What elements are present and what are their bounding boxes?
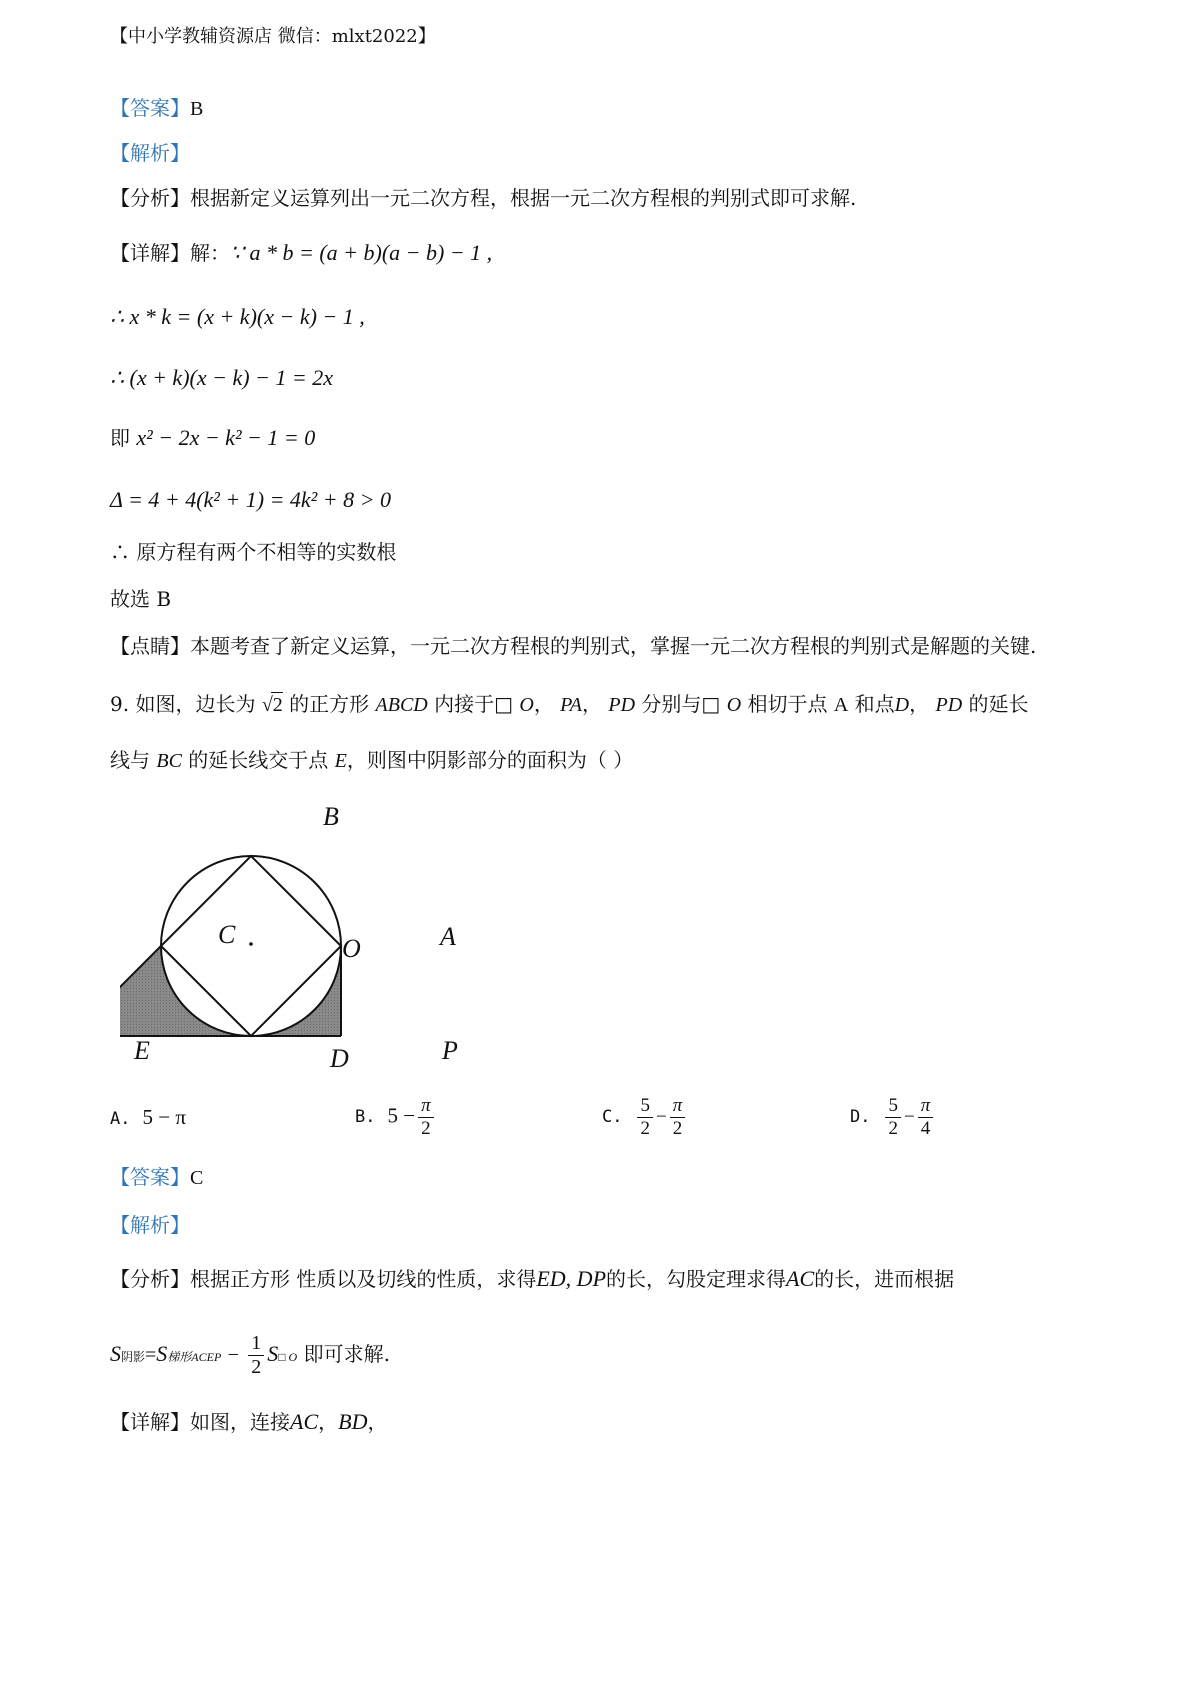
- formula-subscript: □ O: [278, 1350, 298, 1364]
- q8-comment-line: [110, 634, 1036, 658]
- label-b: B: [323, 802, 339, 831]
- analysis-math: AC: [786, 1266, 815, 1291]
- source-header: 【中小学教辅资源店 微信：mlxt2022】: [110, 26, 436, 47]
- denominator: 2: [640, 1117, 650, 1139]
- numerator: 5: [637, 1095, 653, 1118]
- detail-title: 【详解】: [110, 1410, 190, 1434]
- stem-text: 内接于□: [434, 692, 513, 716]
- stem-text: 分别与□: [641, 692, 721, 716]
- detail-text: 如图，连接: [190, 1410, 290, 1434]
- stem-text: 线与: [110, 748, 150, 772]
- analysis-text: 的长，勾股定理求得: [606, 1267, 787, 1291]
- answer-value: C: [190, 1167, 204, 1189]
- equals-sign: =: [145, 1344, 157, 1366]
- q9-detail-line: [110, 1409, 387, 1435]
- option-fraction: [885, 1095, 901, 1140]
- stem-text: 相切于点: [747, 692, 828, 716]
- formula-subscript: 梯形ACEP: [167, 1350, 222, 1364]
- stem-math: PD: [608, 694, 636, 716]
- label-c: C: [218, 920, 236, 949]
- q9-stem-line1: [110, 692, 1029, 717]
- numerator: π: [418, 1095, 434, 1118]
- option-b[interactable]: [355, 1095, 437, 1140]
- label-o: O: [342, 934, 361, 963]
- step3-formula: ∴ (x + k)(x − k) − 1 = 2x: [110, 365, 334, 390]
- sqrt-radicand: 2: [272, 694, 283, 716]
- label-d: D: [330, 1044, 349, 1073]
- comment-text: 本题考查了新定义运算，一元二次方程根的判别式，掌握一元二次方程根的判别式是解题的关键.: [190, 634, 1037, 658]
- stem-text: ，: [533, 692, 554, 716]
- minus-sign: −: [655, 1106, 667, 1128]
- stem-math: E: [334, 750, 347, 772]
- q9-analysis-tag: 【解析】: [110, 1213, 190, 1237]
- q8-detail-line: [110, 240, 492, 266]
- label-a: A: [440, 922, 456, 951]
- answer-tag: 【答案】: [110, 96, 190, 120]
- stem-math: O: [519, 694, 534, 716]
- step6-text: ∴ 原方程有两个不相等的实数根: [110, 540, 397, 564]
- q8-analysis-line: [110, 186, 856, 210]
- figure-labels: [120, 802, 480, 1073]
- step4-formula: x² − 2x − k² − 1 = 0: [136, 425, 316, 450]
- formula-symbol: S: [110, 1341, 121, 1366]
- option-label: D.: [850, 1107, 871, 1128]
- step4-line: [110, 425, 315, 451]
- stem-math: O: [726, 694, 742, 716]
- detail-text: ，: [318, 1410, 339, 1434]
- step1-formula: ∵ a * b = (a + b)(a − b) − 1 ,: [230, 240, 493, 265]
- denominator: 2: [888, 1117, 898, 1139]
- denominator: 2: [421, 1117, 431, 1139]
- step2-formula: ∴ x * k = (x + k)(x − k) − 1 ,: [110, 304, 365, 329]
- option-fraction: [418, 1095, 434, 1140]
- step7-text: 故选 B: [110, 587, 172, 611]
- option-c[interactable]: [602, 1095, 688, 1140]
- option-d[interactable]: [850, 1095, 936, 1140]
- answer-tag: 【答案】: [110, 1165, 190, 1189]
- detail-math: BD: [338, 1409, 368, 1434]
- formula-symbol: S: [156, 1341, 168, 1366]
- option-a[interactable]: [110, 1105, 186, 1130]
- option-label: C.: [602, 1107, 623, 1128]
- q8-analysis-tag: 【解析】: [110, 141, 190, 165]
- stem-math: ABCD: [375, 694, 428, 716]
- analysis-text: 根据正方形 性质以及切线的性质，求得: [190, 1267, 537, 1291]
- stem-math: D: [894, 694, 910, 716]
- option-fraction: [670, 1095, 686, 1140]
- answer-value: B: [190, 98, 204, 120]
- q9-stem-line2: [110, 748, 633, 773]
- option-value: 5 − π: [142, 1105, 186, 1129]
- numerator: π: [670, 1095, 686, 1118]
- detail-text: ，: [367, 1410, 388, 1434]
- stem-text: ，: [582, 692, 603, 716]
- label-e: E: [134, 1036, 150, 1065]
- stem-text: ，: [909, 692, 930, 716]
- step5-formula: Δ = 4 + 4(k² + 1) = 4k² + 8 > 0: [110, 487, 391, 512]
- analysis-text: 根据新定义运算列出一元二次方程，根据一元二次方程根的判别式即可求解.: [190, 186, 857, 210]
- option-label: B.: [355, 1107, 376, 1128]
- numerator: 5: [885, 1095, 901, 1118]
- minus-sign: −: [227, 1344, 239, 1366]
- option-whole: 5 −: [387, 1103, 416, 1128]
- formula-symbol: S: [267, 1341, 279, 1366]
- option-fraction: [918, 1095, 934, 1140]
- detail-prefix: 解：: [190, 241, 230, 265]
- denominator: 2: [672, 1117, 683, 1139]
- stem-math: A: [833, 694, 849, 716]
- detail-title: 【详解】: [110, 241, 190, 265]
- formula-tail-text: 即可求解.: [303, 1342, 390, 1366]
- detail-math: AC: [290, 1409, 319, 1434]
- q8-answer-line: [110, 96, 203, 121]
- stem-text: 的延长: [968, 692, 1029, 716]
- analysis-text: 的长，进而根据: [814, 1267, 955, 1291]
- stem-math: BC: [156, 750, 182, 772]
- denominator: 2: [251, 1356, 262, 1378]
- half-fraction: [248, 1332, 264, 1379]
- analysis-title: 【分析】: [110, 186, 190, 210]
- stem-text: 9. 如图，边长为: [110, 692, 256, 716]
- formula-subscript: 阴影: [121, 1350, 146, 1364]
- minus-sign: −: [903, 1106, 915, 1128]
- analysis-title: 【分析】: [110, 1267, 190, 1291]
- label-p: P: [442, 1036, 458, 1065]
- stem-math: PA: [560, 694, 583, 716]
- analysis-math: ED, DP: [536, 1266, 607, 1291]
- q9-answer-line: [110, 1165, 203, 1190]
- stem-text: 的正方形: [289, 692, 370, 716]
- stem-text: ，则图中阴影部分的面积为（ ）: [346, 748, 634, 772]
- stem-text: 和点: [854, 692, 895, 716]
- comment-title: 【点睛】: [110, 634, 190, 658]
- stem-text: 的延长线交于点: [188, 748, 329, 772]
- denominator: 4: [920, 1117, 931, 1139]
- numerator: 1: [248, 1332, 264, 1356]
- q9-analysis-line: [110, 1266, 954, 1292]
- numerator: π: [918, 1095, 934, 1118]
- stem-math: PD: [935, 694, 963, 716]
- area-formula-line: [110, 1332, 390, 1379]
- step4-prefix: 即: [110, 426, 130, 450]
- option-label: A.: [110, 1109, 131, 1129]
- option-fraction: [637, 1095, 653, 1140]
- sqrt-expression: √2: [261, 694, 283, 716]
